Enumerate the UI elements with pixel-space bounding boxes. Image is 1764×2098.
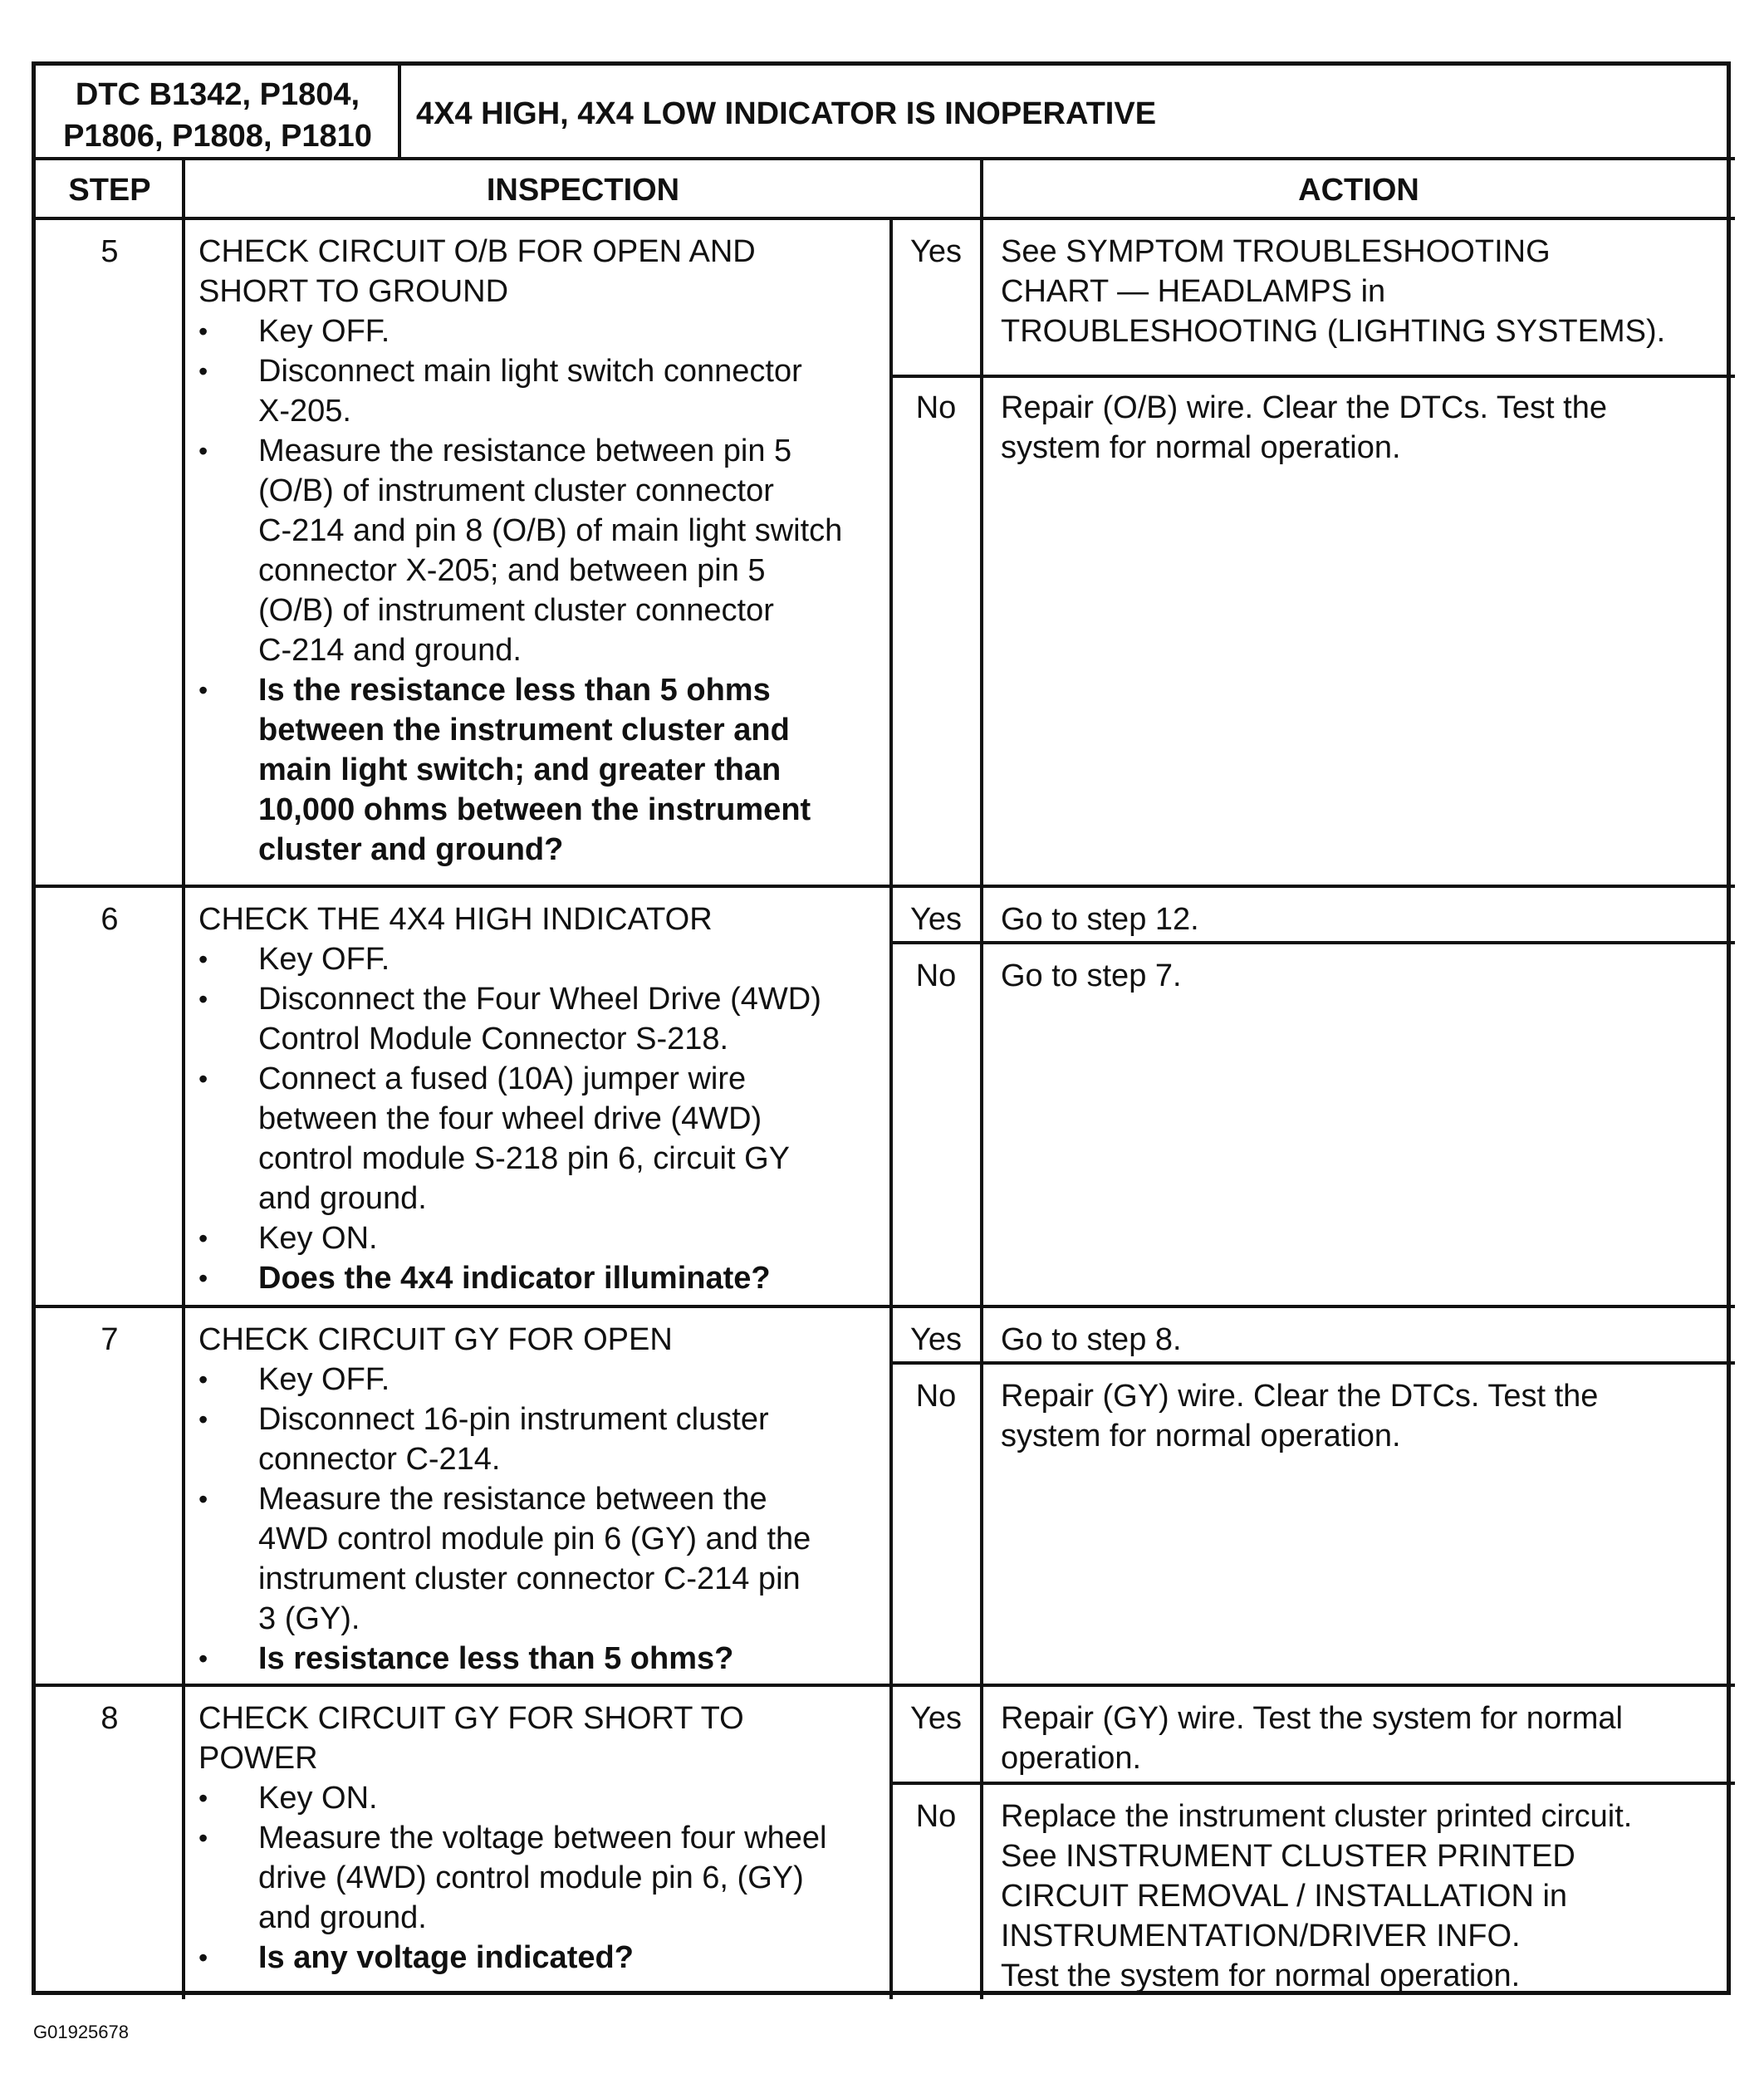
instruction: Connect a fused (10A) jumper wire — [258, 1061, 747, 1096]
no-label: No — [915, 1799, 957, 1834]
instruction: Key OFF. — [258, 1362, 390, 1397]
yes-label: Yes — [910, 1701, 962, 1736]
instruction: (O/B) of instrument cluster connector — [258, 593, 774, 628]
figure-code: G01925678 — [33, 2022, 129, 2042]
no-action: Go to step 7. — [1001, 958, 1182, 993]
yes-action: CHART — HEADLAMPS in — [1001, 274, 1386, 309]
row-separator — [36, 1684, 1735, 1687]
instruction: drive (4WD) control module pin 6, (GY) — [258, 1860, 804, 1895]
no-action: Repair (O/B) wire. Clear the DTCs. Test the — [1001, 390, 1607, 425]
no-action: Repair (GY) wire. Clear the DTCs. Test the — [1001, 1379, 1599, 1414]
instruction: Disconnect main light switch connector — [258, 354, 802, 389]
step-number: 7 — [100, 1322, 119, 1357]
column-header-action: ACTION — [1298, 173, 1419, 208]
yes-label: Yes — [910, 1322, 962, 1357]
step-number: 5 — [100, 234, 119, 269]
dtc-codes-line-2: P1806, P1808, P1810 — [63, 119, 372, 154]
bullet-icon: • — [198, 944, 208, 974]
header-rule — [36, 157, 1735, 160]
column-header-step: STEP — [68, 173, 151, 208]
table-title: 4X4 HIGH, 4X4 LOW INDICATOR IS INOPERATIVE — [416, 96, 1157, 131]
yes-action: Go to step 8. — [1001, 1322, 1182, 1357]
instruction: (O/B) of instrument cluster connector — [258, 473, 774, 508]
step-title: CHECK CIRCUIT O/B FOR OPEN AND — [198, 234, 756, 269]
bullet-icon: • — [198, 436, 208, 466]
bullet-icon: • — [198, 1943, 208, 1973]
instruction: Control Module Connector S-218. — [258, 1022, 729, 1056]
bullet-icon: • — [198, 1365, 208, 1395]
bullet-icon: • — [198, 1064, 208, 1094]
bullet-icon: • — [198, 1223, 208, 1253]
instruction: Measure the resistance between the — [258, 1482, 767, 1517]
instruction: between the four wheel drive (4WD) — [258, 1101, 762, 1136]
bullet-icon: • — [198, 1783, 208, 1813]
instruction: X-205. — [258, 394, 351, 429]
bullet-icon: • — [198, 1263, 208, 1293]
step-title: CHECK CIRCUIT GY FOR SHORT TO — [198, 1701, 744, 1736]
instruction: C-214 and ground. — [258, 633, 522, 668]
yes-no-separator — [889, 941, 1735, 944]
instruction: connector C-214. — [258, 1442, 501, 1477]
instruction: Measure the voltage between four wheel — [258, 1821, 827, 1855]
step-title: SHORT TO GROUND — [198, 274, 509, 309]
column-header-rule — [36, 217, 1735, 220]
bullet-icon: • — [198, 356, 208, 386]
step-title: POWER — [198, 1741, 318, 1776]
instruction: Key OFF. — [258, 942, 390, 977]
column-header-inspection: INSPECTION — [486, 173, 680, 208]
question: 10,000 ohms between the instrument — [258, 792, 811, 827]
diagnostic-table — [32, 61, 1731, 1995]
yes-action: Go to step 12. — [1001, 902, 1199, 937]
instruction: C-214 and pin 8 (O/B) of main light switch — [258, 513, 843, 548]
instruction: 4WD control module pin 6 (GY) and the — [258, 1522, 811, 1556]
question: Does the 4x4 indicator illuminate? — [258, 1261, 771, 1296]
no-action: system for normal operation. — [1001, 1419, 1401, 1453]
no-action: INSTRUMENTATION/DRIVER INFO. — [1001, 1919, 1521, 1953]
instruction: connector X-205; and between pin 5 — [258, 553, 766, 588]
yes-action: TROUBLESHOOTING (LIGHTING SYSTEMS). — [1001, 314, 1666, 349]
no-label: No — [915, 958, 957, 993]
no-action: Test the system for normal operation. — [1001, 1958, 1521, 1993]
question: cluster and ground? — [258, 832, 564, 867]
instruction: Disconnect 16-pin instrument cluster — [258, 1402, 769, 1437]
step-number: 8 — [100, 1701, 119, 1736]
no-label: No — [915, 1379, 957, 1414]
yes-action: Repair (GY) wire. Test the system for normal — [1001, 1701, 1623, 1736]
bullet-icon: • — [198, 1404, 208, 1434]
instruction: control module S-218 pin 6, circuit GY — [258, 1141, 790, 1176]
bullet-icon: • — [198, 316, 208, 346]
question: main light switch; and greater than — [258, 752, 782, 787]
header-divider — [398, 66, 401, 159]
instruction: Key ON. — [258, 1221, 378, 1256]
no-action: See INSTRUMENT CLUSTER PRINTED — [1001, 1839, 1575, 1874]
instruction: instrument cluster connector C-214 pin — [258, 1561, 801, 1596]
instruction: Measure the resistance between pin 5 — [258, 434, 792, 468]
bullet-icon: • — [198, 984, 208, 1014]
instruction: Key OFF. — [258, 314, 390, 349]
instruction: Disconnect the Four Wheel Drive (4WD) — [258, 982, 821, 1017]
question: Is the resistance less than 5 ohms — [258, 673, 771, 708]
instruction: and ground. — [258, 1900, 427, 1935]
yes-no-separator — [889, 375, 1735, 378]
no-action: CIRCUIT REMOVAL / INSTALLATION in — [1001, 1879, 1568, 1914]
row-separator — [36, 1305, 1735, 1308]
question: Is any voltage indicated? — [258, 1940, 634, 1975]
no-action: system for normal operation. — [1001, 430, 1401, 465]
bullet-icon: • — [198, 1484, 208, 1514]
yes-label: Yes — [910, 902, 962, 937]
yes-label: Yes — [910, 234, 962, 269]
step-title: CHECK THE 4X4 HIGH INDICATOR — [198, 902, 713, 937]
yes-action: See SYMPTOM TROUBLESHOOTING — [1001, 234, 1551, 269]
row-separator — [36, 885, 1735, 888]
step-number: 6 — [100, 902, 119, 937]
instruction: and ground. — [258, 1181, 427, 1216]
yes-no-separator — [889, 1782, 1735, 1785]
instruction: 3 (GY). — [258, 1601, 360, 1636]
bullet-icon: • — [198, 1823, 208, 1853]
question: between the instrument cluster and — [258, 713, 790, 748]
no-label: No — [915, 390, 957, 425]
instruction: Key ON. — [258, 1781, 378, 1816]
bullet-icon: • — [198, 1644, 208, 1674]
step-title: CHECK CIRCUIT GY FOR OPEN — [198, 1322, 673, 1357]
yes-no-separator — [889, 1361, 1735, 1365]
dtc-codes-line-1: DTC B1342, P1804, — [75, 77, 360, 112]
bullet-icon: • — [198, 675, 208, 705]
question: Is resistance less than 5 ohms? — [258, 1641, 734, 1676]
no-action: Replace the instrument cluster printed circuit. — [1001, 1799, 1633, 1834]
yes-action: operation. — [1001, 1741, 1142, 1776]
